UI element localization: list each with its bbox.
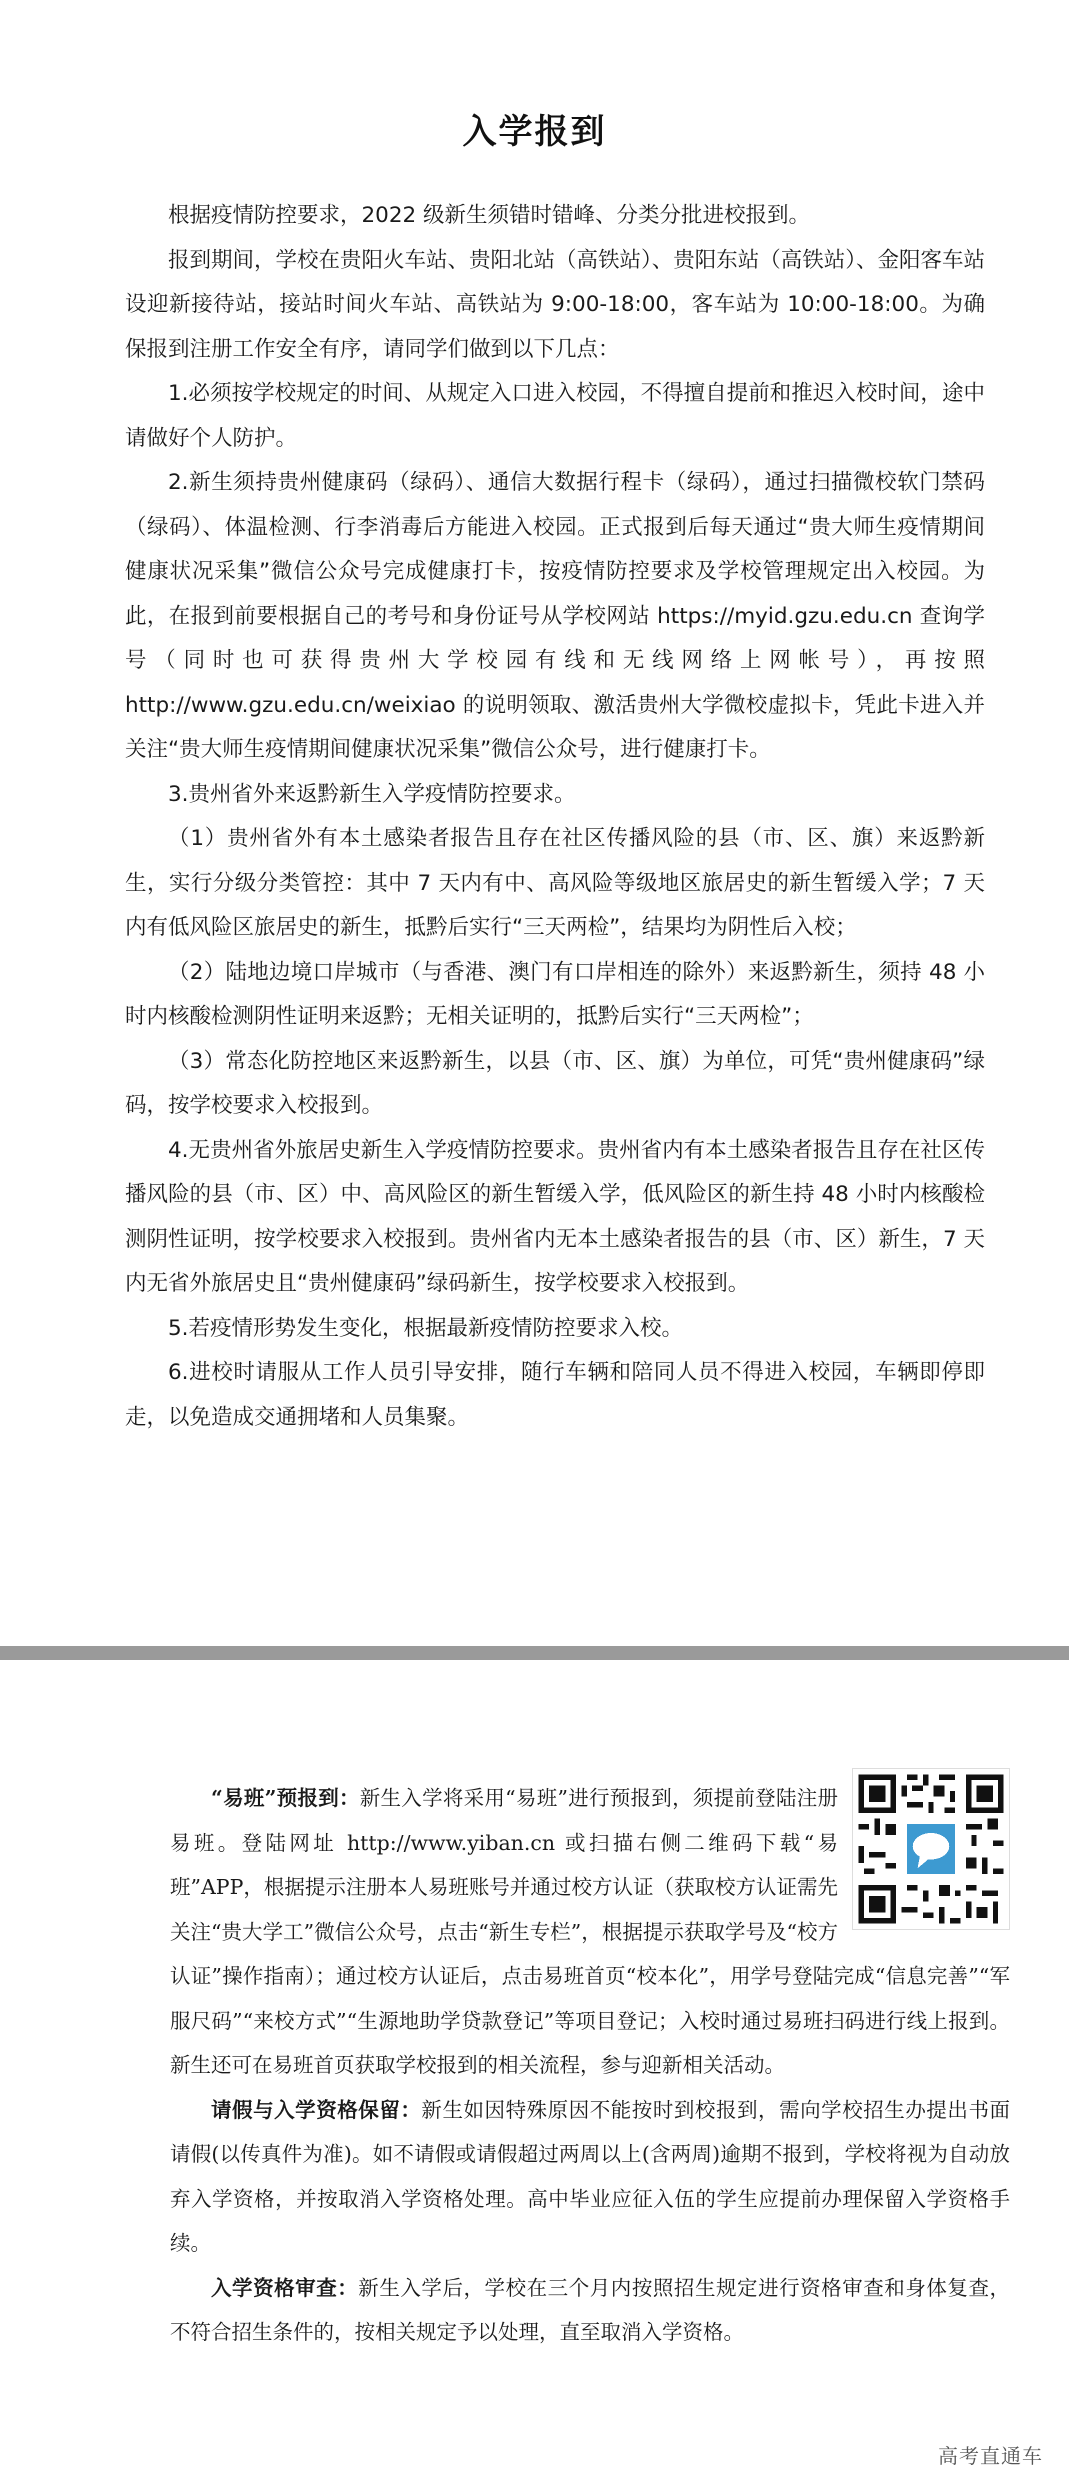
yiban-paragraph — [170, 1776, 1010, 2088]
yiban-lead: “易班”预报到： — [211, 1786, 360, 1810]
reception-paragraph: 报到期间，学校在贵阳火车站、贵阳北站（高铁站）、贵阳东站（高铁站）、金阳客车站设迎新接待站，接站时间火车站、高铁站为 9:00-18:00，客车站为 10:00-18:00。为确保报到注册工作安全有序，请同学们做到以下几点： — [125, 247, 986, 362]
rule-3-paragraph: 3.贵州省外来返黔新生入学疫情防控要求。 — [168, 781, 576, 807]
rule-4-paragraph: 4.无贵州省外旅居史新生入学疫情防控要求。贵州省内有本土感染者报告且存在社区传播风险的县（市、区）中、高风险区的新生暂缓入学，低风险区的新生持 48 小时内核酸检测阴性证明，按学校要求入校报到。贵州省内无本土感染者报告的县（市、区）新生，7 天内无省外旅居史且“贵州健康码”绿码新生，按学校要求入校报到。 — [125, 1137, 985, 1296]
rule-1-paragraph: 1.必须按学校规定的时间、从规定入口进入校园，不得擅自提前和推迟入校时间，途中请做好个人防护。 — [125, 381, 985, 451]
page-divider — [0, 1646, 1069, 1660]
rule-2-paragraph: 2.新生须持贵州健康码（绿码）、通信大数据行程卡（绿码），通过扫描微校软门禁码（绿码）、体温检测、行李消毒后方能进入校园。正式报到后每天通过“贵大师生疫情期间健康状况采集”微信公众号完成健康打卡，按疫情防控要求及学校管理规定出入校园。为此，在报到前要根据自己的考号和身份证号从学校网站 https://myid.gzu.edu.cn 查询学号（同时也可获得贵州大学校园有线和无线网络上网帐号），再按照 http://www.gzu.edu.cn/weixiao 的说明领取、激活贵州大学微校虚拟卡，凭此卡进入并关注“贵大师生疫情期间健康状况采集”微信公众号，进行健康打卡。 — [125, 470, 985, 762]
rule-5-paragraph: 5.若疫情形势发生变化，根据最新疫情防控要求入校。 — [168, 1315, 684, 1341]
rule-3-item-1: （1）贵州省外有本土感染者报告且存在社区传播风险的县（市、区、旗）来返黔新生，实行分级分类管控：其中 7 天内有中、高风险等级地区旅居史的新生暂缓入学；7 天内有低风险区旅居史的新生，抵黔后实行“三天两检”，结果均为阴性后入校； — [125, 826, 985, 940]
leave-lead: 请假与入学资格保留： — [211, 2097, 422, 2122]
intro-paragraph: 根据疫情防控要求，2022 级新生须错时错峰、分类分批进校报到。 — [168, 203, 811, 228]
review-paragraph — [170, 2266, 1010, 2355]
qr-code-icon — [852, 1768, 1010, 1930]
rule-3-item-2: （2）陆地边境口岸城市（与香港、澳门有口岸相连的除外）来返黔新生，须持 48 小时内核酸检测阴性证明来返黔；无相关证明的，抵黔后实行“三天两检”； — [125, 959, 985, 1029]
review-text: 新生入学后，学校在三个月内按照招生规定进行资格审查和身体复查，不符合招生条件的，按相关规定予以处理，直至取消入学资格。 — [170, 2275, 1011, 2344]
leave-text: 新生如因特殊原因不能按时到校报到，需向学校招生办提出书面请假(以传真件为准)。如不请假或请假超过两周以上(含两周)逾期不报到，学校将视为自动放弃入学资格，并按取消入学资格处理。高中毕业应征入伍的学生应提前办理保留入学资格手续。 — [170, 2097, 1010, 2255]
notice-body — [125, 194, 985, 1440]
qr-code-container[interactable] — [852, 1768, 1010, 1930]
rule-6-paragraph: 6.进校时请服从工作人员引导安排，随行车辆和陪同人员不得进入校园，车辆即停即走，以免造成交通拥堵和人员集聚。 — [125, 1360, 985, 1430]
source-watermark: 高考直通车 — [938, 2444, 1043, 2468]
page-title: 入学报到 — [462, 112, 607, 152]
review-lead: 入学资格审查： — [211, 2275, 359, 2300]
lower-notice-body — [170, 1776, 1010, 2355]
yiban-text: 新生入学将采用“易班”进行预报到，须提前登陆注册易班。登陆网址 http://www.yiban.cn 或扫描右侧二维码下载“易班”APP，根据提示注册本人易班账号并通过校方认证（获取校方认证需先关注“贵大学工”微信公众号，点击“新生专栏”，根据提示获取学号及“校方认证”操作指南）；通过校方认证后，点击易班首页“校本化”，用学号登陆完成“信息完善”“军服尺码”“来校方式”“生源地助学贷款登记”等项目登记；入校时通过易班扫码进行线上报到。新生还可在易班首页获取学校报到的相关流程，参与迎新相关活动。 — [170, 1786, 1010, 2077]
rule-3-item-3: （3）常态化防控地区来返黔新生，以县（市、区、旗）为单位，可凭“贵州健康码”绿码，按学校要求入校报到。 — [125, 1048, 985, 1118]
leave-paragraph — [170, 2088, 1010, 2266]
